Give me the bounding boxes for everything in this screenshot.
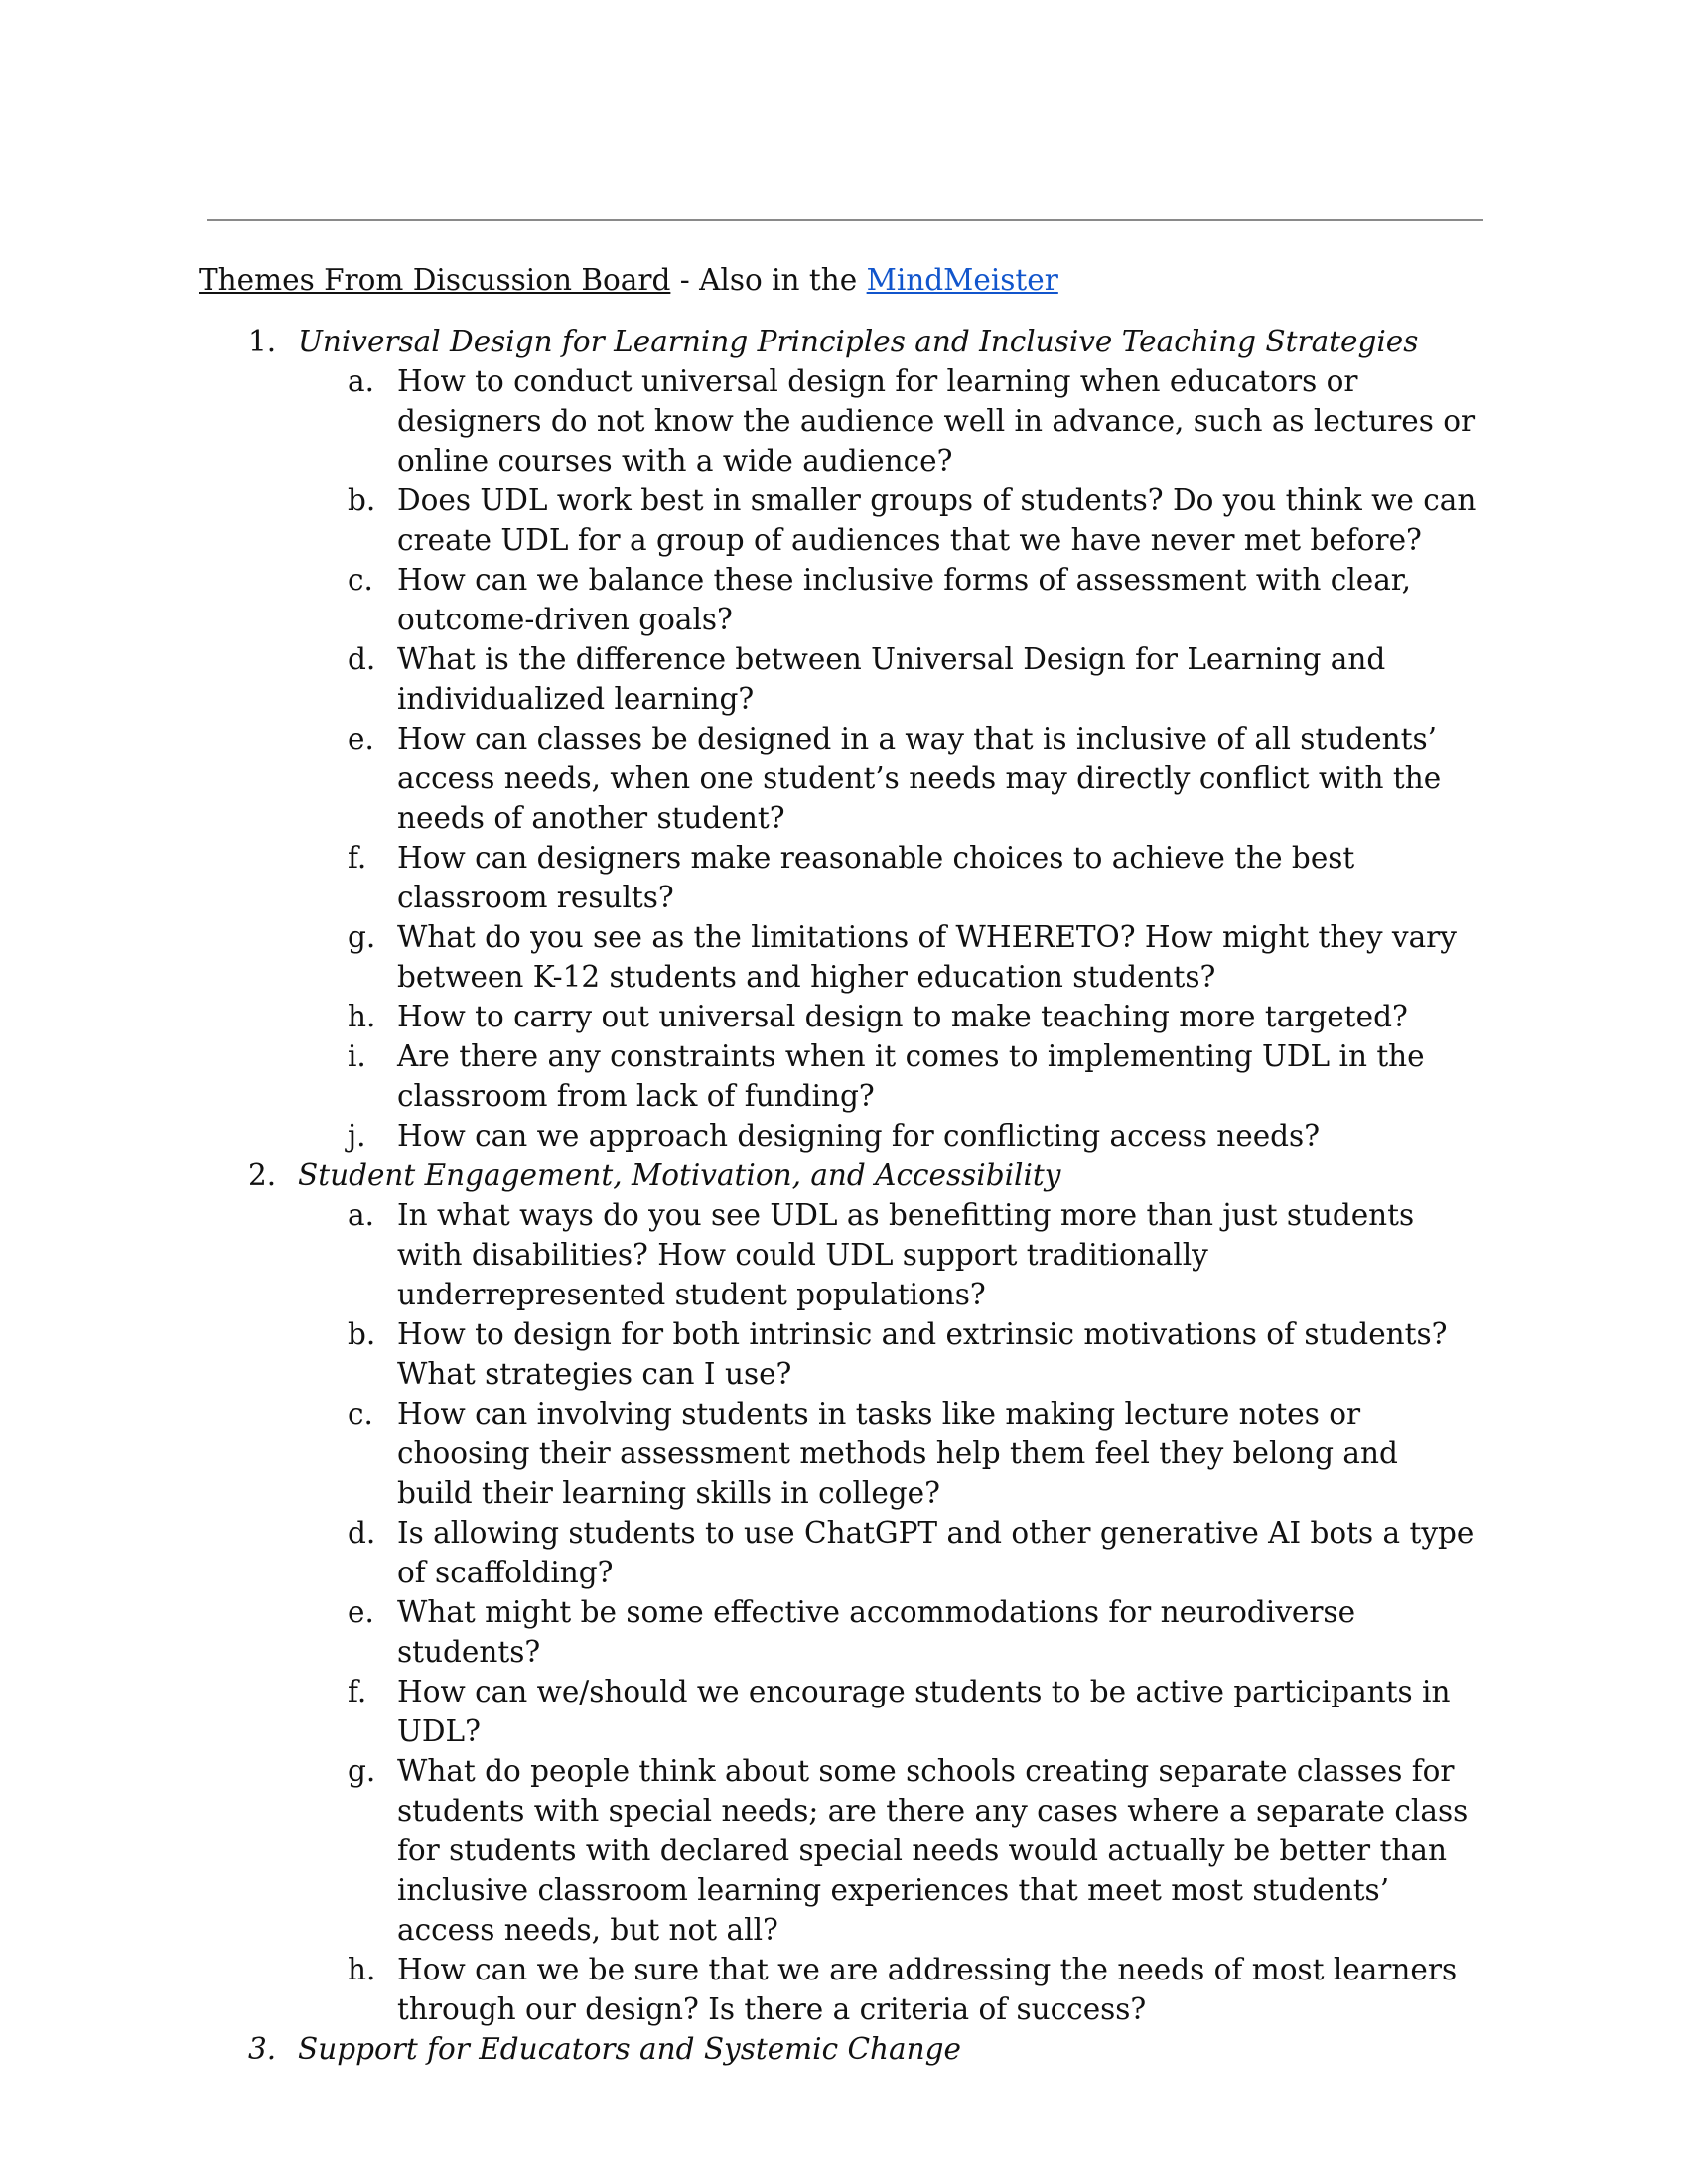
list-item-letter: a. xyxy=(348,364,374,398)
themes-list xyxy=(199,322,1489,2069)
theme-title: Support for Educators and Systemic Change xyxy=(298,2032,961,2066)
heading-title: Themes From Discussion Board xyxy=(199,263,671,297)
list-item-text: Is allowing students to use ChatGPT and other generative AI bots a type of scaffolding? xyxy=(397,1516,1475,1589)
list-item xyxy=(199,719,1489,838)
list-item xyxy=(199,1394,1489,1513)
list-item xyxy=(199,1036,1489,1116)
list-item-text: In what ways do you see UDL as benefitting more than just students with disabilities? How could UDL support traditionally underrepresented student populations? xyxy=(397,1198,1415,1311)
list-item-text: What do you see as the limitations of WHERETO? How might they vary between K-12 students and higher education students? xyxy=(397,920,1457,994)
list-item-text: How can involving students in tasks like making lecture notes or choosing their assessment methods help them feel they belong and build their learning skills in college? xyxy=(397,1397,1398,1510)
list-item xyxy=(199,639,1489,719)
document-heading xyxy=(199,260,1489,300)
list-item-text: How to carry out universal design to make teaching more targeted? xyxy=(397,1000,1408,1033)
list-item xyxy=(199,1314,1489,1394)
list-item xyxy=(199,1116,1489,1156)
list-item-text: How can we be sure that we are addressing the needs of most learners through our design? Is there a criteria of success? xyxy=(397,1953,1458,2026)
list-item-text: Are there any constraints when it comes to implementing UDL in the classroom from lack of funding? xyxy=(397,1039,1425,1113)
list-item-letter: e. xyxy=(348,722,374,755)
theme-title: Student Engagement, Motivation, and Accessibility xyxy=(298,1159,1061,1192)
list-item-text: How can designers make reasonable choices to achieve the best classroom results? xyxy=(397,841,1355,914)
list-item-text: How to conduct universal design for learning when educators or designers do not know the audience well in advance, such as lectures or online courses with a wide audience? xyxy=(397,364,1476,478)
list-item xyxy=(199,917,1489,997)
list-item-text: What do people think about some schools creating separate classes for students with special needs; are there any cases where a separate class for students with declared special needs would actually be better than inclusive classroom learning experiences that meet most students’ access needs, but not all? xyxy=(397,1754,1469,1947)
list-item-letter: e. xyxy=(348,1595,374,1629)
list-item xyxy=(199,1592,1489,1672)
list-item xyxy=(199,1751,1489,1950)
horizontal-rule xyxy=(207,219,1483,221)
list-item-letter: h. xyxy=(348,1953,376,1986)
list-item-letter: c. xyxy=(348,563,373,597)
list-item-text: What might be some effective accommodations for neurodiverse students? xyxy=(397,1595,1356,1669)
theme-2 xyxy=(199,1156,1489,1195)
list-item-letter: h. xyxy=(348,1000,376,1033)
theme-title: Universal Design for Learning Principles and Inclusive Teaching Strategies xyxy=(298,325,1419,358)
list-item-letter: c. xyxy=(348,1397,373,1431)
list-item-letter: a. xyxy=(348,1198,374,1232)
list-item xyxy=(199,1513,1489,1592)
heading-separator: - Also in the xyxy=(670,263,867,297)
list-item-letter: d. xyxy=(348,1516,376,1550)
list-item-letter: i. xyxy=(348,1039,366,1073)
list-item-text: How can we balance these inclusive forms of assessment with clear, outcome-driven goals? xyxy=(397,563,1412,636)
list-item xyxy=(199,480,1489,560)
list-item xyxy=(199,997,1489,1036)
list-item-text: How can we/should we encourage students to be active participants in UDL? xyxy=(397,1675,1451,1748)
list-item-text: Does UDL work best in smaller groups of students? Do you think we can create UDL for a group of audiences that we have never met before? xyxy=(397,483,1477,557)
theme-3 xyxy=(199,2029,1489,2069)
list-item-letter: f. xyxy=(348,1675,367,1708)
list-item-text: How to design for both intrinsic and extrinsic motivations of students? What strategies can I use? xyxy=(397,1317,1448,1391)
list-item-letter: g. xyxy=(348,920,376,954)
list-item-text: How can classes be designed in a way that is inclusive of all students’ access needs, when one student’s needs may directly conflict with the needs of another student? xyxy=(397,722,1442,835)
list-item xyxy=(199,1950,1489,2029)
list-item-text: What is the difference between Universal Design for Learning and individualized learning? xyxy=(397,642,1386,716)
list-item xyxy=(199,1195,1489,1314)
theme-number: 2. xyxy=(248,1159,277,1192)
document-body xyxy=(199,260,1489,2069)
list-item xyxy=(199,1672,1489,1751)
list-item xyxy=(199,560,1489,639)
list-item-letter: b. xyxy=(348,483,376,517)
mindmeister-link[interactable]: MindMeister xyxy=(866,263,1058,297)
list-item-letter: g. xyxy=(348,1754,376,1788)
theme-number: 1. xyxy=(248,325,277,358)
theme-number: 3. xyxy=(248,2032,277,2066)
list-item-letter: b. xyxy=(348,1317,376,1351)
list-item-letter: f. xyxy=(348,841,367,875)
list-item xyxy=(199,838,1489,917)
list-item-letter: j. xyxy=(348,1119,366,1153)
list-item-letter: d. xyxy=(348,642,376,676)
theme-1 xyxy=(199,322,1489,361)
list-item xyxy=(199,361,1489,480)
list-item-text: How can we approach designing for conflicting access needs? xyxy=(397,1119,1321,1153)
